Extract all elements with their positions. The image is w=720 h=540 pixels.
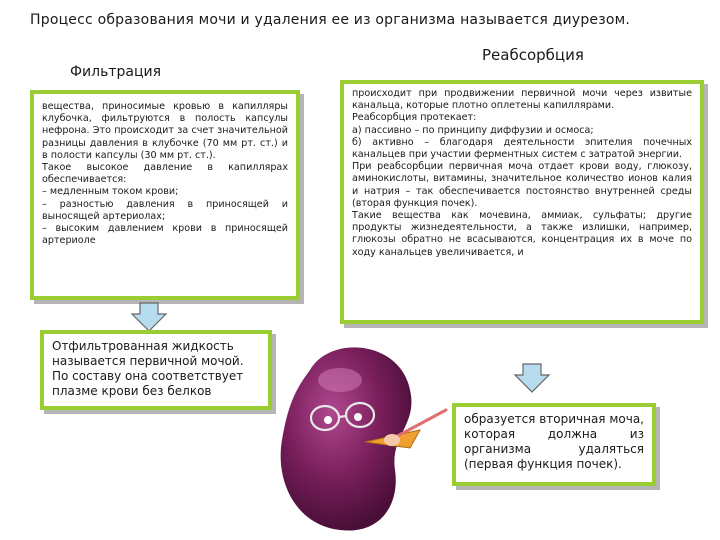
reabsorption-heading: Реабсорбция bbox=[482, 46, 584, 64]
kidney-mascot-illustration bbox=[270, 330, 450, 540]
down-arrow-icon bbox=[130, 302, 168, 332]
reabsorption-text: происходит при продвижении первичной мочи через извитые канальца, которые плотно оплетены капиллярами. Реабсорбция протекает: а) пассивно – по принципу диффузии и осмоса; б) активно – благодаря деятельности эпителия почечных канальцев при участии ферментных систем с затратой энергии. При реабсорбции первичная моча отдает крови воду, глюкозу, аминокислоты, витамины, значительное количество ионов калия и натрия – так обеспечивается постоянство внутренней среды (вторая функция почек). Такие вещества как мочевина, аммиак, сульфаты; другие продукты жизнедеятельности, а также излишки, например, глюкозы обратно не всасываются, концентрация их в моче по ходу канальцев увеличивается, и bbox=[352, 88, 692, 258]
down-arrow-icon bbox=[513, 363, 551, 393]
secondary-urine-text: образуется вторичная моча, которая должна из организма удаляться (первая функция почек). bbox=[464, 412, 644, 471]
primary-urine-box bbox=[40, 330, 272, 410]
page-title: Процесс образования мочи и удаления ее из организма называется диурезом. bbox=[30, 12, 631, 28]
primary-urine-text: Отфильтрованная жидкость называется первичной мочой. По составу она соответствует плазме крови без белков bbox=[52, 339, 244, 398]
filtration-box bbox=[30, 90, 300, 300]
reabsorption-box bbox=[340, 80, 704, 324]
secondary-urine-box bbox=[452, 403, 656, 486]
filtration-heading: Фильтрация bbox=[70, 64, 162, 80]
filtration-text: вещества, приносимые кровью в капилляры клубочка, фильтруются в полость капсулы нефрона. Это происходит за счет значительной разницы давления в клубочке (70 мм рт. ст.) и в полости капсулы (30 мм рт. ст.). Такое высокое давление в капиллярах обеспечивается: – медленным током крови; – разностью давления в приносящей и выносящей артериолах; – высоким давлением крови в приносящей артериоле bbox=[42, 101, 288, 247]
